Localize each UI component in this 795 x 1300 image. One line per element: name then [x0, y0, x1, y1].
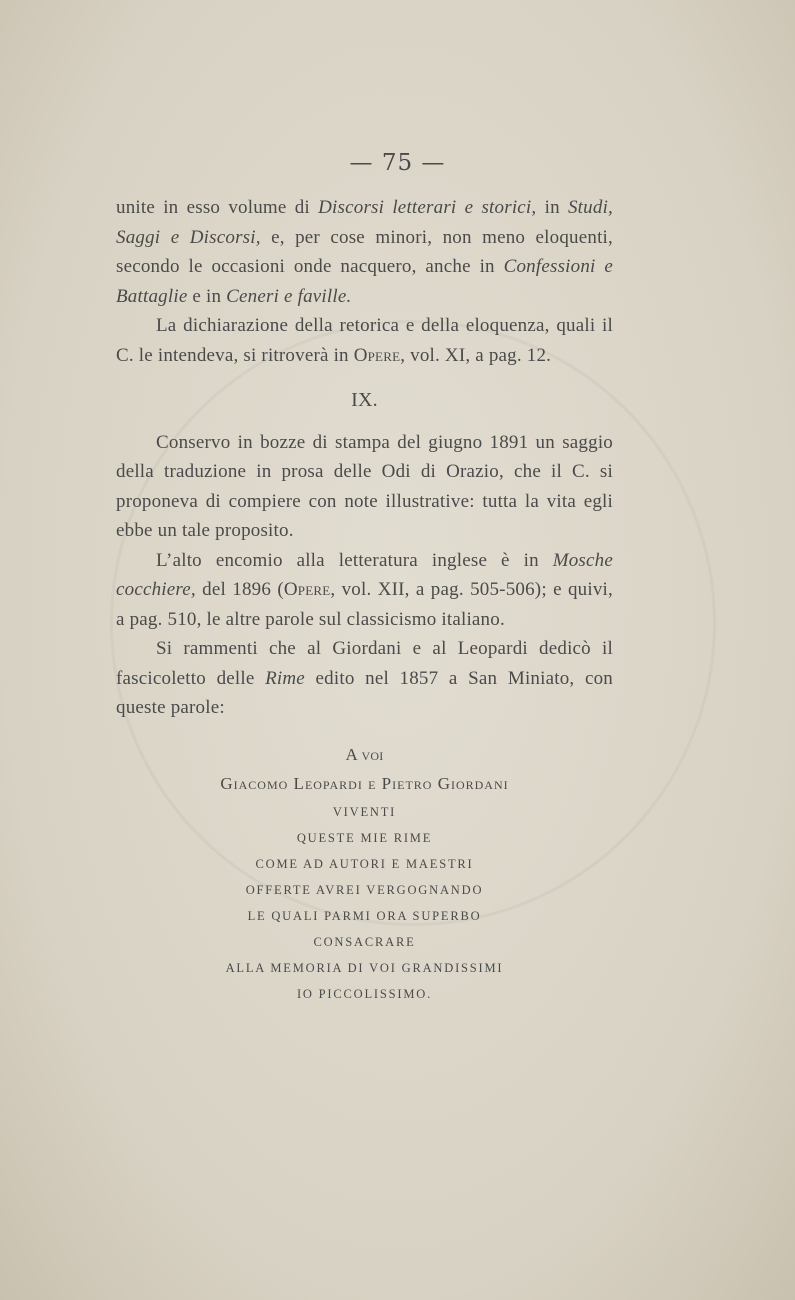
paragraph-5: Si rammenti che al Giordani e al Leopardi dedicò il fascicoletto delle Rime edito nel 1857 a San Miniato, con queste parole:: [116, 638, 613, 718]
dedication-line-1: A voi: [345, 744, 384, 764]
dedication-line: ALLA MEMORIA DI VOI GRANDISSIMI: [225, 960, 504, 975]
paragraph-4: L’alto encomio alla letteratura inglese è in Mosche cocchiere, del 1896 (Opere, vol. XII, a pag. 505-506); e quivi, a pag. 510, le altre parole sul classicismo italiano.: [116, 549, 613, 630]
body-text: [116, 193, 613, 1007]
paragraph-1: unite in esso volume di Discorsi letterari e storici, in Studi, Saggi e Discorsi, e, per cose minori, non meno eloquenti, secondo le occasioni onde nacquero, anche in Confessioni e Battaglie e in Ceneri e faville.: [116, 197, 613, 307]
paragraph-3: Conservo in bozze di stampa del giugno 1891 un saggio della traduzione in prosa delle Odi di Orazio, che il C. si proponeva di compiere con note illustrative: tutta la vita egli ebbe un tale proposito.: [116, 431, 613, 541]
dedication-line-2: Giacomo Leopardi e Pietro Giordani: [220, 773, 509, 793]
dedication-line: QUESTE MIE RIME: [296, 830, 433, 845]
section-heading: IX.: [351, 389, 378, 411]
paragraph-2: La dichiarazione della retorica e della eloquenza, quali il C. le intendeva, si ritroverà in Opere, vol. XI, a pag. 12.: [116, 315, 613, 366]
dedication-line: IO PICCOLISSIMO.: [296, 986, 433, 1001]
dedication: [116, 741, 613, 1007]
dedication-line: CONSACRARE: [313, 934, 416, 949]
dedication-line: LE QUALI PARMI ORA SUPERBO: [247, 908, 482, 923]
dedication-line: COME AD AUTORI E MAESTRI: [255, 856, 474, 871]
page-number: — 75 —: [349, 150, 446, 176]
dedication-line: VIVENTI: [332, 804, 397, 819]
dedication-line: OFFERTE AVREI VERGOGNANDO: [245, 882, 484, 897]
